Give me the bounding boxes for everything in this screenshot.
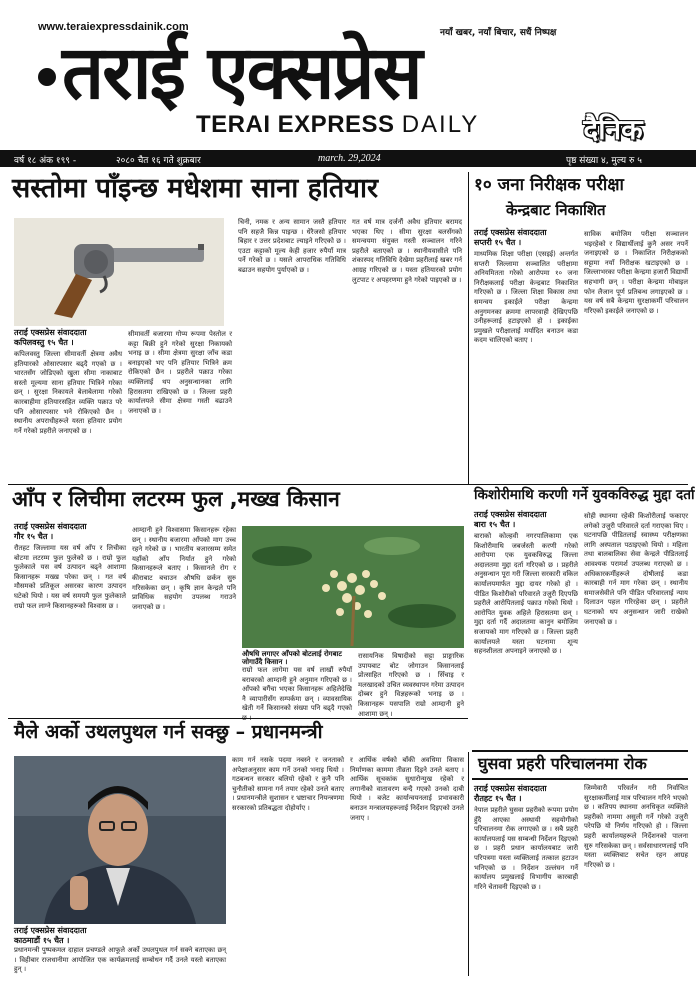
pm-text-col-1: प्रधानमन्त्री पुष्पकमल दाहाल प्रचण्डले आफूले अर्को उथलपुथल गर्न सक्ने बताएका छन् । विहीबार राजधानीमा आयोजित एक कार्यक्रमलाई सम्बोधन गर्दै उनले यस्तो बताएका हुन् । xyxy=(14,946,226,974)
inspector-text-col-2: साविक बमोजिम परीक्षा सञ्चालन भइरहेको र विद्यार्थीलाई कुनै असर नपर्ने जनाइएको छ । निकाशित निरीक्षकको सट्टामा नयाँ निरीक्षक खटाइएको छ । जिल्लाभरका परीक्षा केन्द्रमा हजारौं विद्यार्थी सहभागी छन् । परीक्षा केन्द्रमा मोबाइल फोन लैजान पूर्ण प्रतिबन्ध लगाइएको छ । यस वर्ष सबै केन्द्रमा सुरक्षाकर्मी परिचालन गरिएको इकाईले जनाएको छ । xyxy=(584,230,688,315)
flower-photo xyxy=(242,526,464,648)
police-text-col-2: जिम्मेवारी परिवर्तन गरी निर्वाचित सुरक्षाकर्मीलाई मात्र परिचालन गरिने भएको छ । कतिपय स्थानमा अनधिकृत व्यक्तिले प्रहरीको नाममा असुली गर्ने गरेको उजुरी परेपछि यो निर्णय गरिएको हो । जिल्ला प्रहरी कार्यालयहरूले निर्देशनको पालना सुरु गरिसकेका छन् । सर्वसाधारणलाई पनि यस्ता व्यक्तिबाट सचेत रहन आग्रह गरिएको छ । xyxy=(584,784,688,869)
weapons-text-col-2: सीमावर्ती बजारमा गोप्य रूपमा पेस्तोल र कट्टा बिक्री हुने गरेको सुरक्षा निकायको भनाइ छ । सीमा क्षेत्रमा सुरक्षा जाँच कडा बनाइएको भए पनि हतियार भित्रिने क्रम रोकिएको छैन । प्रहरीले पक्राउ गरेका व्यक्तिलाई थप अनुसन्धानका लागि हिरासतमा राखिएको छ । जिल्ला प्रहरी कार्यालयले सीमा क्षेत्रमा गस्ती बढाउने जनाएको छ । xyxy=(128,330,232,415)
pages-price: पृष्ठ संख्या ४, मुल्य रु ५ xyxy=(566,156,642,166)
nepali-date: २०८० चैत १६ गते शुक्रबार xyxy=(116,156,201,166)
weapons-byline: तराई एक्सप्रेस संवाददाता कपिलवस्तु १५ चैत । xyxy=(14,328,87,347)
dainik-logo: दैनिक xyxy=(583,113,643,146)
weapons-headline[interactable]: सस्तोमा पाँइन्छ मधेशमा साना हतियार xyxy=(12,173,378,204)
inspector-headline-line-2[interactable]: केन्द्रबाट निकाशित xyxy=(506,201,606,219)
litchi-text-col-3: राम्रो फल लागेमा यस वर्ष लाखौं रुपैयाँ बराबरको आम्दानी हुने अनुमान गरिएको छ । आँपको बगैंचा भएका किसानहरू अहिलेदेखि नै व्यापारीसँग सम्पर्कमा छन् । व्यावसायिक खेती गर्ने किसानको संख्या पनि बढ्दै गएको xyxy=(242,666,352,713)
revolver-icon xyxy=(14,218,224,326)
site-url[interactable]: www.teraiexpressdainik.com xyxy=(38,21,189,33)
youth-case-headline[interactable]: किशोरीमाथि करणी गर्ने युवकविरुद्ध मुद्दा दर्ता xyxy=(474,487,695,503)
minister-photo xyxy=(14,756,226,924)
litchi-text-col-1: रौतहट जिल्लामा यस वर्ष आँप र लिचीका बोटमा लटरम्म फुल फुलेको छ । राम्रो फुल फुलेकाले यस वर्ष उत्पादन बढ्ने आशामा किसानहरू मख्ख परेका छन् । गत वर्ष मौसमको प्रतिकूल असरका कारण उत्पादन घटेको थियो । यस वर्ष समयमै फुल फुलेकाले राम्रो फल लाग्ने किसानहरूको विश्वास छ । xyxy=(14,544,126,610)
litchi-byline: तराई एक्सप्रेस संवाददाता गौर १५ चैत । xyxy=(14,522,87,541)
revolver-photo xyxy=(14,218,224,326)
inspector-text-col-1: माध्यमिक शिक्षा परीक्षा (एसइई) अन्तर्गत सप्तरी जिल्लामा सञ्चालित परीक्षामा अनियमितता गरेको आरोपमा १० जना निरीक्षकलाई परीक्षा केन्द्रबाट निकाशित गरिएको छ । जिल्ला शिक्षा विकास तथा समन्वय इकाईले परीक्षा केन्द्रमा अनुगमनका क्रममा लापरवाही देखिएपछि उनीहरूलाई हटाइएको हो । इकाईका प्रमुखले परीक्षालाई मर्यादित बनाउन कडा कदम चालिएको बताए । xyxy=(474,250,578,345)
litchi-text-col-4: रासायनिक विषादीको सट्टा प्राङ्गारिक उपायबाट बोट जोगाउन किसानलाई प्रोत्साहित गरिएको छ । सिँचाइ र मलखादको उचित व्यवस्थापन गरेमा उत्पादन दोब्बर हुने विज्ञहरूको भनाइ छ । किसानहरू यसपालि राम्रो आम्दानी हुने आशामा छन् । xyxy=(358,652,464,718)
police-text-col-1: नेपाल प्रहरीले घुसवा प्रहरीको रूपमा प्रयोग हुँदै आएका अस्थायी सहयोगीको परिचालनमा रोक लगाएको छ । सबै प्रहरी कार्यालयलाई यस सम्बन्धी निर्देशन दिइएको छ । प्रहरी प्रधान कार्यालयबाट जारी परिपत्रमा यस्ता व्यक्तिलाई तत्काल हटाउन भनिएको छ । निर्देशन उल्लंघन गर्ने कार्यालय प्रमुखलाई विभागीय कारबाही गरिने चेतावनी दिइएको छ । xyxy=(474,806,578,891)
newspaper-title-english: TERAI EXPRESS DAILY xyxy=(196,111,480,138)
police-headline[interactable]: घुसवा प्रहरी परिचालनमा रोक xyxy=(478,754,647,773)
weapons-text-col-4: गत वर्ष मात्र दर्जनौं अवैध हतियार बरामद भएका थिए । सीमा सुरक्षा बलसँगको समन्वयमा संयुक्त गस्ती सञ्चालन गरिने प्रहरीले बताएको छ । स्थानीयवासीले पनि शंकास्पद गतिविधि देखेमा प्रहरीलाई खबर गर्न आग्रह गरिएको छ । यस्ता हतियारको प्रयोग लुटपाट र अपहरणमा हुने गरेको पाइएको छ । xyxy=(352,218,462,284)
youth-case-text-col-1: बाराको कोल्हवी नगरपालिकामा एक किशोरीमाथि जबर्जस्ती करणी गरेको आरोपमा एक युवकविरुद्ध जिल्ला अदालतमा मुद्दा दर्ता गरिएको छ । प्रहरीले अनुसन्धान पूरा गरी जिल्ला सरकारी वकिल कार्यालयमार्फत मुद्दा दायर गरेको हो । पीडित किशोरीको परिवारले उजुरी दिएपछि प्रहरीले आरोपितलाई पक्राउ गरेको थियो । आरोपित युवक अहिले हिरासतमा छन् । मुद्दा दर्ता गर्दै अदालतमा कानुन बमोजिम सजायको माग गरिएको छ । जिल्ला प्रहरी कार्यालयले यस्ता घटनामा शून्य सहनशीलता अपनाइने जनाएको छ । xyxy=(474,532,578,656)
column-divider xyxy=(468,752,469,976)
issue-info-bar xyxy=(0,150,696,167)
volume-number: वर्ष १८ अंक १९९ - xyxy=(14,156,77,166)
slogan: नयाँ खबर, नयाँ बिचार, सधैं निष्पक्ष xyxy=(440,28,557,38)
section-divider xyxy=(8,484,688,485)
pm-byline: तराई एक्सप्रेस संवाददाता काठमाडौं १५ चैत । xyxy=(14,926,87,945)
inspector-headline-line-1[interactable]: १० जना निरीक्षक परीक्षा xyxy=(474,175,624,195)
weapons-text-col-3: चिनी, नमक र अन्य सामान जस्तै हतियार पनि सहजै किन्न पाइन्छ । धेरैजसो हतियार बिहार र उत्तर प्रदेशबाट ल्याइने गरिएको छ । एउटा कट्टाको मूल्य केही हजार रुपैयाँ मात्र पर्ने गरेको छ । यसले आपराधिक गतिविधि बढाउन सहयोग पुर्याएको छ । xyxy=(238,218,346,274)
english-date: march. 29,2024 xyxy=(318,153,381,164)
litchi-photo-caption: औषधि लगाएर आँपको बोटलाई रोगबाट जोगाउँदै किसान । xyxy=(242,650,342,667)
pm-text-col-3: र आर्थिक वर्षको बाँकी अवधिमा विकास निर्माणका काममा तीव्रता दिइने उनले बताए । आर्थिक सूचकांक सुधारोन्मुख रहेको र लगानीको वातावरण बन्दै गएको उनको दाबी थियो । बजेट कार्यान्वयनलाई प्रभावकारी बनाउन मन्त्रालयहरूलाई निर्देशन दिइएको उनले जनाए । xyxy=(350,756,464,822)
mango-flower-icon xyxy=(242,526,464,648)
section-divider xyxy=(8,718,468,719)
masthead xyxy=(0,0,696,150)
bullet-icon xyxy=(38,68,56,86)
newspaper-title-nepali: तराई एक्सप्रेस xyxy=(38,30,660,116)
youth-case-text-col-2: सोही स्थानमा रहेकी किशोरीलाई फकाएर लगेको उजुरी परिवारले दर्ता गराएका थिए । घटनापछि पीडितलाई स्वास्थ्य परीक्षणका लागि अस्पताल पठाइएको थियो । महिला तथा बालबालिका सेवा केन्द्रले पीडितलाई आवश्यक परामर्श उपलब्ध गराएको छ । अधिकारकर्मीहरूले दोषीलाई कडा कारबाही गर्न माग गरेका छन् । स्थानीय समाजसेवीले पनि पीडित परिवारलाई न्याय दिलाउन पहल गरिरहेका छन् । प्रहरीले घटनाको थप अनुसन्धान जारी राखेको जनाएको छ । xyxy=(584,512,688,626)
pm-text-col-2: काम गर्न नसके पदमा नबस्ने र जनताको अपेक्षाअनुसार काम गर्ने उनको भनाइ थियो । गठबन्धन सरकार बलियो रहेको र कुनै पनि चुनौतीको सामना गर्न तयार रहेको उनले बताए । प्रधानमन्त्रीले सुशासन र भ्रष्टाचार नियन्त्रणमा सरकारको प्रतिबद्धता दोहोर्याए । xyxy=(232,756,344,812)
column-divider xyxy=(468,172,469,484)
litchi-text-col-2: आम्दानी हुने विश्वासमा किसानहरू रहेका छन् । स्थानीय बजारमा आँपको माग उच्च रहने गरेको छ । भारतीय बजारसम्म समेत यहाँको आँप निर्यात हुने गरेको किसानहरूले बताए । किसानले रोग र कीराबाट बचाउन औषधि छर्कन सुरु गरिसकेका छन् । कृषि ज्ञान केन्द्रले पनि प्राविधिक सहयोग उपलब्ध गराउने जनाएको छ । xyxy=(132,526,236,611)
litchi-headline[interactable]: आँप र लिचीमा लटरम्म फुल ,मख्ख किसान xyxy=(12,487,340,511)
weapons-text-col-1: कपिलवस्तु जिल्ला सीमावर्ती क्षेत्रमा अवैध हतियारको ओसारपसार बढ्दै गएको छ । भारतसँग जोडिएको खुला सीमा नाकाबाट सस्तो मूल्यमा साना हतियार भित्रिने गरेका छन् । सुरक्षा निकायले बेलाबेलामा गरेको कारबाहीमा हतियारसहित व्यक्ति पक्राउ परे पनि ओसारपसार भने रोकिएको छैन । स्थानीय अपराधीहरूले यस्ता हतियार प्रयोग गर्ने गरेको प्रहरीले जनाएको छ । xyxy=(14,350,122,435)
minister-portrait-icon xyxy=(14,756,226,924)
police-byline: तराई एक्सप्रेस संवाददाता रौतहट १५ चैत । xyxy=(474,784,547,803)
pm-headline[interactable]: मैले अर्को उथलपुथल गर्न सक्छु – प्रधानमन्त्री xyxy=(14,721,323,743)
youth-case-byline: तराई एक्सप्रेस संवाददाता बारा १५ चैत । xyxy=(474,510,547,529)
inspector-byline: तराई एक्सप्रेस संवाददाता सप्तरी १५ चैत । xyxy=(474,228,547,247)
